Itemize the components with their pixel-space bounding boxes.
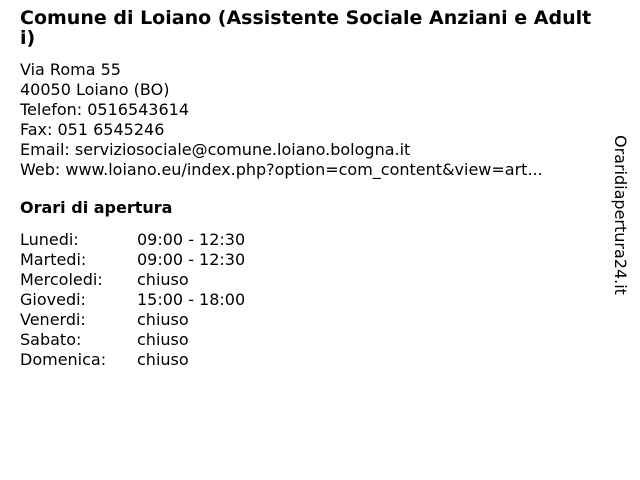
hours-time: 09:00 - 12:30: [137, 250, 246, 269]
fax-line: Fax: 051 6545246: [20, 120, 165, 139]
address-block: [20, 60, 600, 180]
hours-heading: Orari di apertura: [20, 198, 173, 217]
street-line: Via Roma 55: [20, 60, 121, 79]
hours-row: [20, 310, 600, 330]
site-watermark: Oraridiapertura24.it: [611, 135, 630, 295]
hours-time: chiuso: [137, 310, 189, 329]
hours-day: Martedi:: [20, 250, 87, 269]
email-line: Email: serviziosociale@comune.loiano.bologna.it: [20, 140, 411, 159]
web-line: Web: www.loiano.eu/index.php?option=com_content&view=art...: [20, 160, 543, 179]
hours-day: Mercoledi:: [20, 270, 103, 289]
hours-day: Domenica:: [20, 350, 107, 369]
hours-time: chiuso: [137, 330, 189, 349]
hours-day: Sabato:: [20, 330, 82, 349]
hours-time: chiuso: [137, 270, 189, 289]
hours-day: Giovedi:: [20, 290, 86, 309]
hours-time: 15:00 - 18:00: [137, 290, 246, 309]
hours-row: [20, 250, 600, 270]
hours-table: [20, 230, 600, 370]
city-line: 40050 Loiano (BO): [20, 80, 170, 99]
hours-time: chiuso: [137, 350, 189, 369]
office-card: [20, 8, 600, 370]
hours-row: [20, 350, 600, 370]
hours-row: [20, 330, 600, 350]
hours-time: 09:00 - 12:30: [137, 230, 246, 249]
office-title: Comune di Loiano (Assistente Sociale Anziani e Adulti): [20, 7, 592, 49]
hours-row: [20, 270, 600, 290]
hours-day: Lunedi:: [20, 230, 79, 249]
phone-line: Telefon: 0516543614: [20, 100, 190, 119]
hours-day: Venerdi:: [20, 310, 86, 329]
hours-row: [20, 290, 600, 310]
hours-row: [20, 230, 600, 250]
